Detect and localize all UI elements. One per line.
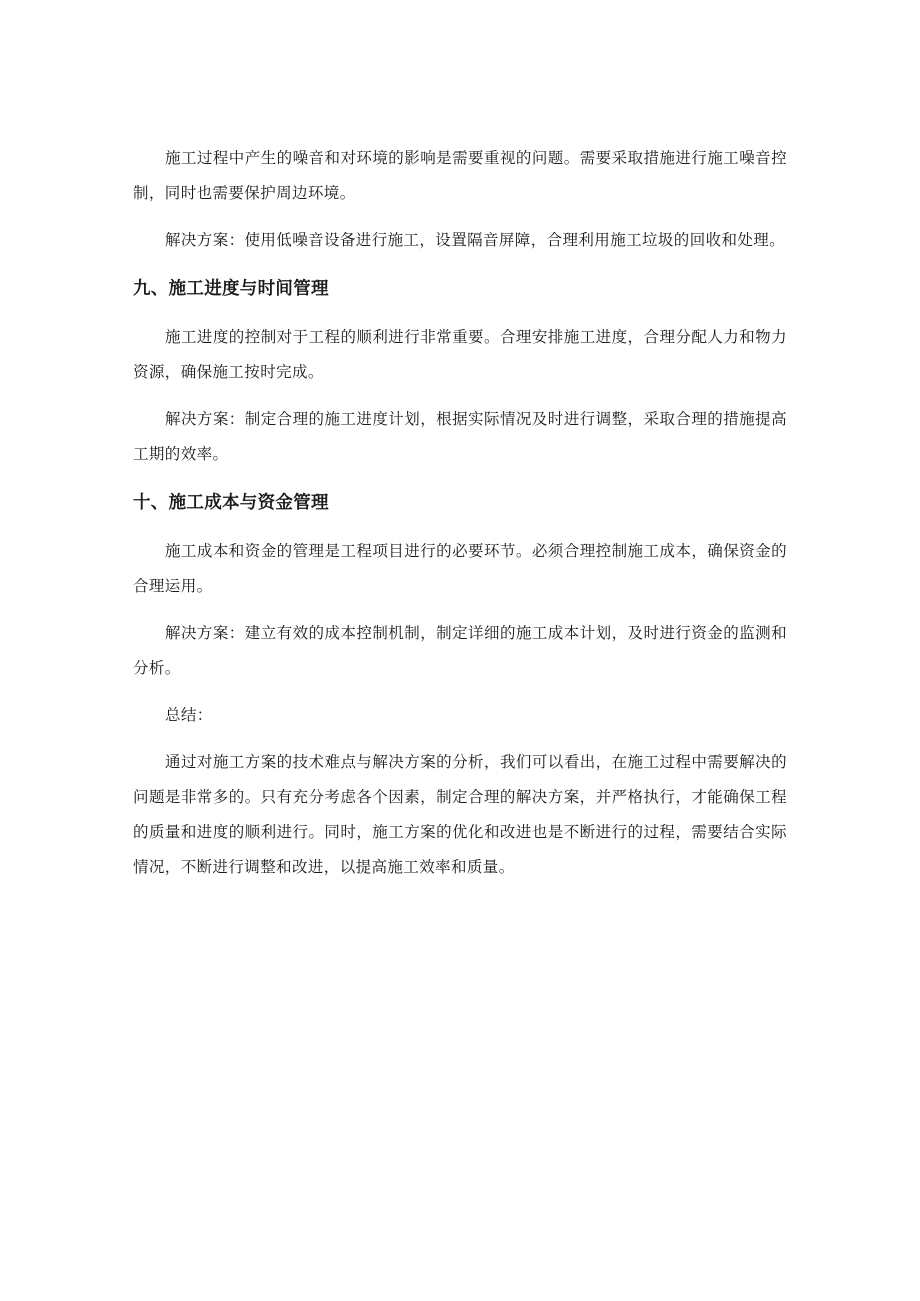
paragraph-schedule-issue: 施工进度的控制对于工程的顺利进行非常重要。合理安排施工进度，合理分配人力和物力资源，确保施工按时完成。 — [133, 328, 787, 381]
paragraph-schedule-solution: 解决方案：制定合理的施工进度计划，根据实际情况及时进行调整，采取合理的措施提高工期的效率。 — [133, 410, 787, 463]
document-body — [133, 141, 787, 885]
paragraph-cost-issue: 施工成本和资金的管理是工程项目进行的必要环节。必须合理控制施工成本，确保资金的合理运用。 — [133, 542, 787, 595]
paragraph-cost-solution: 解决方案：建立有效的成本控制机制，制定详细的施工成本计划，及时进行资金的监测和分析。 — [133, 624, 787, 677]
paragraph-noise-issue: 施工过程中产生的噪音和对环境的影响是需要重视的问题。需要采取措施进行施工噪音控制，同时也需要保护周边环境。 — [133, 149, 787, 202]
paragraph-summary: 通过对施工方案的技术难点与解决方案的分析，我们可以看出，在施工过程中需要解决的问题是非常多的。只有充分考虑各个因素，制定合理的解决方案，并严格执行，才能确保工程的质量和进度的顺利进行。同时，施工方案的优化和改进也是不断进行的过程，需要结合实际情况，不断进行调整和改进，以提高施工效率和质量。 — [133, 753, 787, 876]
summary-label: 总结： — [165, 706, 213, 724]
section-heading-schedule: 九、施工进度与时间管理 — [133, 279, 329, 299]
paragraph-noise-solution: 解决方案：使用低噪音设备进行施工，设置隔音屏障，合理利用施工垃圾的回收和处理。 — [165, 231, 786, 249]
section-heading-cost: 十、施工成本与资金管理 — [133, 493, 329, 513]
